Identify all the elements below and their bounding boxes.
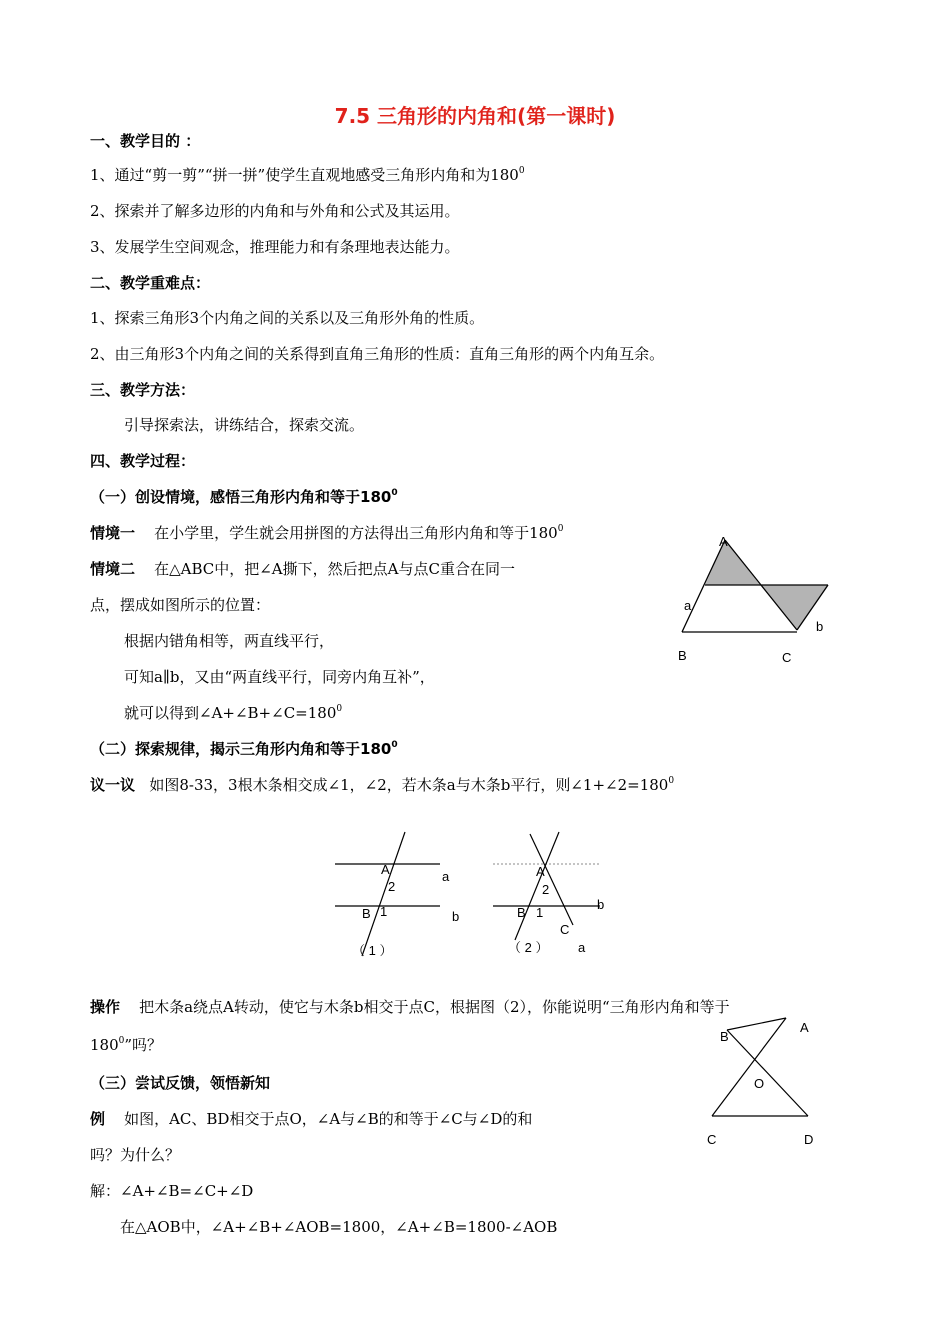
example-line: 例 如图，AC、BD相交于点O，∠A与∠B的和等于∠C与∠D的和	[90, 1110, 533, 1128]
fig4-label-C: C	[707, 1132, 717, 1147]
operation-line-cont: $180^0$”吗？	[90, 1036, 163, 1054]
fig2-label-2: 2	[388, 879, 396, 894]
reason-line-1: 根据内错角相等，两直线平行，	[124, 632, 335, 650]
situation-2: 情境二 在△ABC中，把∠A撕下，然后把点A与点C重合在同一	[90, 560, 515, 578]
fig2-label-b: b	[452, 909, 460, 924]
section-heading-4: 四、教学过程：	[90, 452, 196, 470]
fig3-label-1: 1	[536, 905, 544, 920]
fig4-label-A: A	[800, 1020, 809, 1035]
figure-bowtie	[700, 1010, 830, 1150]
fig4-label-O: O	[754, 1076, 765, 1091]
fig3-label-A: A	[536, 864, 545, 879]
fig2-caption: （ 1 ）	[352, 943, 393, 958]
fig4-label-B: B	[720, 1029, 729, 1044]
fig1-label-b: b	[816, 619, 824, 634]
fig4-label-D: D	[804, 1132, 814, 1147]
part2-heading: （二）探索规律，揭示三角形内角和等于$180^0$	[90, 740, 398, 758]
fig3-label-B: B	[517, 905, 526, 920]
goal-item-2: 2、探索并了解多边形的内角和与外角和公式及其运用。	[90, 202, 460, 220]
fig1-label-B: B	[678, 648, 687, 663]
figure-triangle-parallel	[670, 530, 840, 670]
key-item-1: 1、探索三角形3个内角之间的关系以及三角形外角的性质。	[90, 309, 485, 327]
solution-line-2: 在△AOB中，∠A+∠B+∠AOB=1800，∠A+∠B=1800-∠AOB	[120, 1218, 558, 1236]
fig3-label-C: C	[560, 922, 570, 937]
reason-line-3: 就可以得到$\angle A+\angle B+\angle C=180^0$	[124, 704, 343, 722]
section-heading-3: 三、教学方法：	[90, 381, 196, 399]
fig2-label-A: A	[381, 862, 390, 877]
goal-item-1: 1、通过“剪一剪”“拼一拼”使学生直观地感受三角形内角和为$180^0$	[90, 166, 525, 184]
fig2-label-B: B	[362, 906, 371, 921]
fig3-label-a: a	[578, 940, 586, 955]
key-item-2: 2、由三角形3个内角之间的关系得到直角三角形的性质：直角三角形的两个内角互余。	[90, 345, 665, 363]
discuss-line: 议一议 如图8-33，3根木条相交成∠1，∠2，若木条a与木条b平行，则$\angle 1+\angle 2=180^0$	[90, 776, 675, 794]
fig3-label-2: 2	[542, 882, 550, 897]
page-title: 7.5 三角形的内角和(第一课时)	[334, 104, 616, 128]
part3-heading: （三）尝试反馈，领悟新知	[90, 1074, 271, 1092]
fig3-caption: （ 2 ）	[508, 940, 549, 955]
section-heading-2: 二、教学重难点：	[90, 274, 211, 292]
fig2-label-a: a	[442, 869, 450, 884]
shaded-angle-a	[705, 540, 760, 585]
figure-parallel-2	[485, 825, 615, 965]
figure-parallel-1	[330, 825, 470, 965]
method-text: 引导探索法，讲练结合，探索交流。	[124, 416, 365, 434]
fig1-label-a: a	[684, 598, 692, 613]
solution-line-1: 解：∠A+∠B=∠C+∠D	[90, 1182, 254, 1200]
part1-heading: （一）创设情境，感悟三角形内角和等于$180^0$	[90, 488, 398, 506]
fig3-label-b: b	[597, 897, 605, 912]
goal-item-3: 3、发展学生空间观念，推理能力和有条理地表达能力。	[90, 238, 460, 256]
situation-2-cont: 点，摆成如图所示的位置：	[90, 596, 271, 614]
fig1-label-C: C	[782, 650, 792, 665]
section-heading-1: 一、教学目的 ：	[90, 132, 201, 150]
fig1-label-A: A	[719, 534, 728, 549]
situation-1: 情境一 在小学里，学生就会用拼图的方法得出三角形内角和等于$180^0$	[90, 524, 564, 542]
fig2-label-1: 1	[380, 904, 388, 919]
operation-line: 操作 把木条a绕点A转动，使它与木条b相交于点C，根据图（2），你能说明“三角形内角和等于	[90, 998, 730, 1016]
example-line-cont: 吗？为什么？	[90, 1146, 181, 1164]
reason-line-2: 可知a∥b，又由“两直线平行，同旁内角互补”，	[124, 668, 435, 686]
